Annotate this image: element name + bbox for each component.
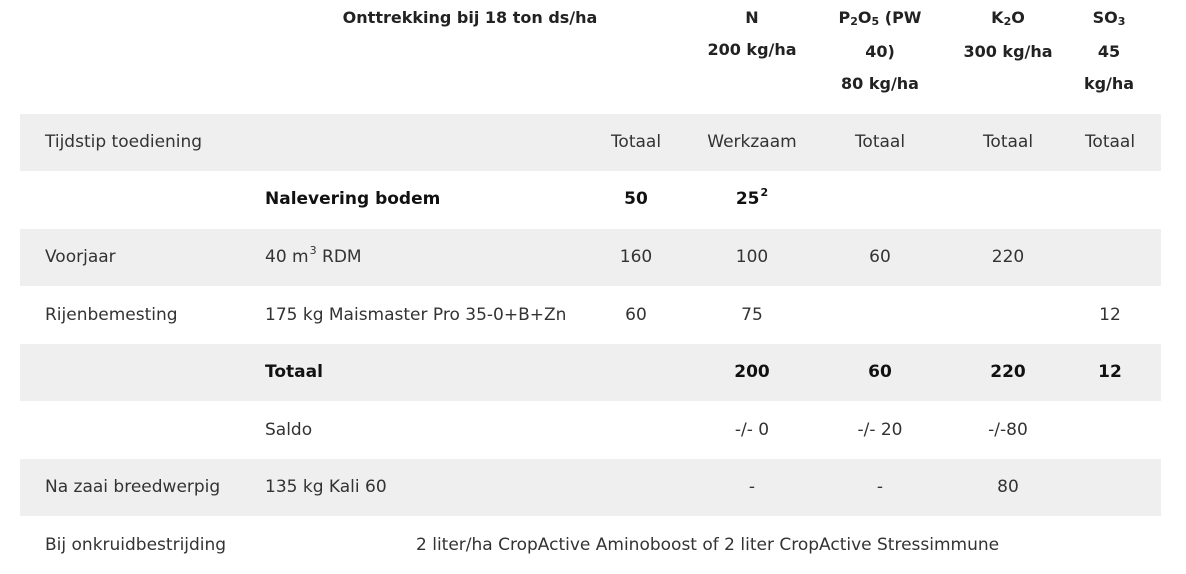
row-effective: $25^2$ (735, 186, 769, 209)
row-total: 160 (619, 247, 653, 267)
row-product: Totaal (265, 362, 323, 382)
row-p: 60 (869, 247, 891, 267)
row-s: 12 (1099, 305, 1121, 325)
header-p-label: $P_2O_5$ (PW (838, 8, 922, 28)
row-k: 80 (997, 477, 1019, 497)
row-product: 135 kg Kali 60 (265, 477, 387, 497)
row-product: Saldo (265, 420, 313, 440)
header-title: Onttrekking bij 18 ton ds/ha (342, 8, 598, 27)
row-product: 175 kg Maismaster Pro 35-0+B+Zn (265, 305, 567, 325)
column-k-total: Totaal (982, 132, 1034, 152)
header-s-amount: kg/ha (1083, 74, 1135, 93)
header-n (692, 2, 812, 66)
table-row-voorjaar (20, 229, 1161, 286)
header-k-amount: 300 kg/ha (963, 42, 1053, 61)
column-effective: Werkzaam (707, 132, 797, 152)
header-s (1069, 2, 1149, 100)
column-p-total: Totaal (854, 132, 906, 152)
row-effective: - (748, 477, 756, 497)
header-n-amount: 200 kg/ha (707, 40, 797, 59)
header-s-line2: 45 (1097, 42, 1121, 61)
column-s-total: Totaal (1084, 132, 1136, 152)
header-p-line2: 40) (865, 42, 895, 61)
row-note: 2 liter/ha CropActive Aminoboost of 2 liter CropActive Stressimmune (416, 535, 1000, 555)
row-k: -/-80 (988, 420, 1028, 440)
row-timing: Na zaai breedwerpig (45, 477, 221, 497)
column-header-row (20, 114, 1161, 171)
header-p-amount: 80 kg/ha (841, 74, 919, 93)
row-p: - (876, 477, 884, 497)
row-effective: 100 (735, 247, 769, 267)
table-row-saldo (20, 402, 1161, 459)
table-row-na-zaai (20, 459, 1161, 516)
row-product: Nalevering bodem (265, 189, 441, 209)
table-row-totaal (20, 344, 1161, 401)
header-p (820, 2, 940, 100)
row-p: -/- 20 (857, 420, 903, 440)
row-total: 60 (625, 305, 647, 325)
header-s-label: $SO_3$ (1092, 8, 1126, 28)
table-row-onkruid (20, 517, 1161, 574)
column-total: Totaal (610, 132, 662, 152)
table-row-nalevering (20, 171, 1161, 228)
row-effective: -/- 0 (734, 420, 770, 440)
header-k (948, 2, 1068, 68)
row-effective: 200 (734, 362, 770, 382)
column-timing: Tijdstip toediening (45, 132, 203, 152)
row-timing: Voorjaar (45, 247, 116, 267)
header-k-label: $K_2O$ (991, 8, 1025, 28)
row-s: 12 (1098, 362, 1122, 382)
row-k: 220 (991, 247, 1025, 267)
row-product: 40 $m^3$ RDM (265, 244, 362, 267)
row-total: 50 (624, 189, 648, 209)
row-timing: Bij onkruidbestrijding (45, 535, 227, 555)
row-timing: Rijenbemesting (45, 305, 178, 325)
row-effective: 75 (741, 305, 763, 325)
table-row-rijenbemesting (20, 287, 1161, 344)
header-n-label: N (745, 8, 759, 27)
row-k: 220 (990, 362, 1026, 382)
footnote-marker: 2 (760, 186, 769, 199)
row-p: 60 (868, 362, 892, 382)
